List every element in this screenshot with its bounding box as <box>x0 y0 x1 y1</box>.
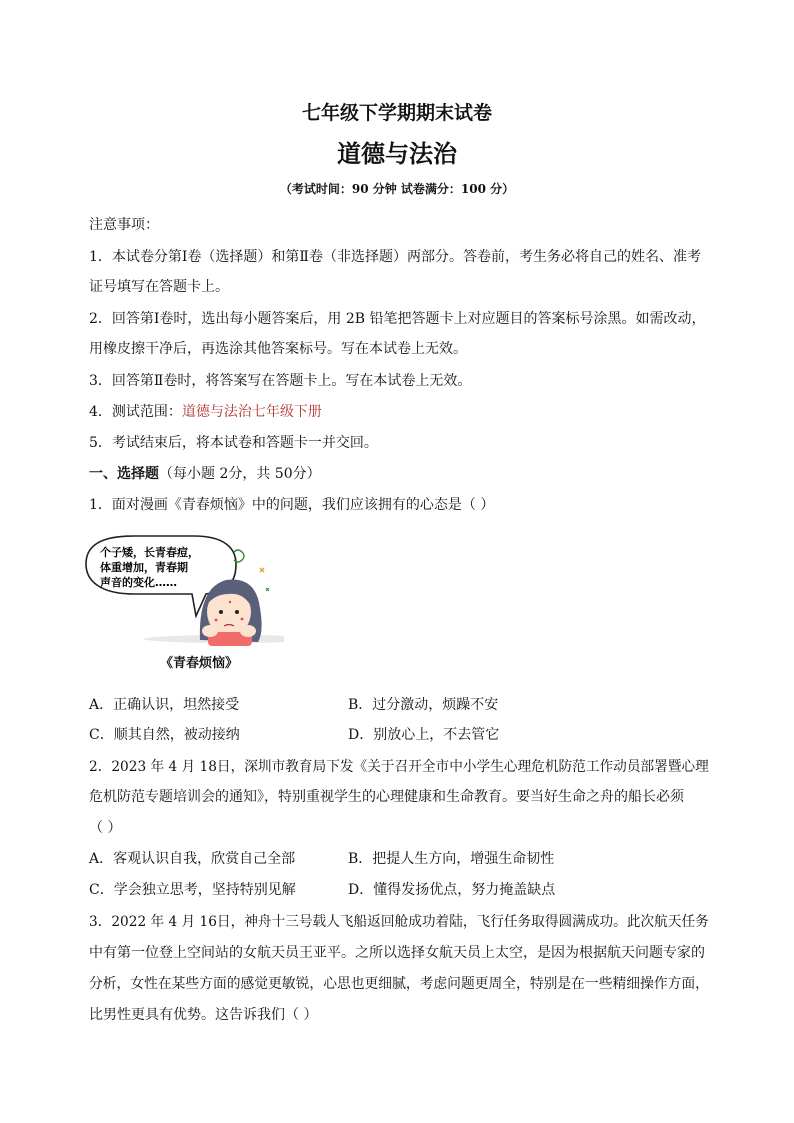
bubble-line-1: 个子矮，长青春痘， <box>100 546 199 559</box>
section-1-note: （每小题 2分，共 50分） <box>159 466 321 482</box>
bubble-line-3: 声音的变化…… <box>100 576 177 589</box>
note-4 <box>89 401 322 421</box>
note-2-line-1: 2．回答第Ⅰ卷时，选出每小题答案后，用 2B 铅笔把答题卡上对应题目的答案标号涂黑。如需改动， <box>89 311 706 327</box>
comic-caption: 《青春烦恼》 <box>160 656 239 671</box>
note-1-line-2: 证号填写在答题卡上。 <box>89 279 229 295</box>
question-3-stem-line-1: 3．2022 年 4 月 16日，神舟十三号载人飞船返回舱成功着陆，飞行任务取得圆满成功。此次航天任务 <box>89 914 709 930</box>
note-3: 3．回答第Ⅱ卷时，将答案写在答题卡上。写在本试卷上无效。 <box>89 373 472 389</box>
subject-title: 道德与法治 <box>337 140 457 168</box>
section-1-heading: 一、选择题 <box>89 466 159 482</box>
question-3-stem-line-3: 分析，女性在某些方面的感觉更敏锐，心思也更细腻，考虑问题更周全，特别是在一些精细操作方面， <box>89 976 709 992</box>
note-5: 5．考试结束后，将本试卷和答题卡一并交回。 <box>89 435 378 451</box>
question-2-stem-line-3: （ ） <box>89 820 122 836</box>
note-4-scope: 道德与法治七年级下册 <box>181 404 322 420</box>
exam-title: 七年级下学期期末试卷 <box>301 102 492 124</box>
question-2-option-c: C．学会独立思考，坚持特别见解 <box>89 882 296 898</box>
bubble-line-2: 体重增加，青春期 <box>100 561 188 574</box>
question-1-option-c: C．顺其自然，被动接纳 <box>89 727 240 743</box>
question-3-stem-line-2: 中有第一位登上空间站的女航天员王亚平。之所以选择女航天员上太空，是因为根据航天问题专家的 <box>89 945 705 961</box>
question-2-option-a: A．客观认识自我，欣赏自己全部 <box>89 851 296 867</box>
question-2-stem-line-1: 2．2023 年 4 月 18日，深圳市教育局下发《关于召开全市中小学生心理危机防范工作动员部署暨心理 <box>89 759 709 775</box>
note-2-line-2: 用橡皮擦干净后，再选涂其他答案标号。写在本试卷上无效。 <box>89 341 467 357</box>
question-2-stem-line-2: 危机防范专题培训会的通知》，特别重视学生的心理健康和生命教育。要当好生命之舟的船长必须 <box>89 789 684 805</box>
note-1-line-1: 1．本试卷分第Ⅰ卷（选择题）和第Ⅱ卷（非选择题）两部分。答卷前，考生务必将自己的姓名、准考 <box>89 249 701 265</box>
note-4-prefix: 4．测试范围： <box>89 404 182 420</box>
question-1-option-b: B．过分激动，烦躁不安 <box>348 697 499 713</box>
notes-heading: 注意事项： <box>89 217 159 233</box>
exam-info: （考试时间：90 分钟 试卷满分：100 分） <box>279 182 515 196</box>
question-1-option-a: A．正确认识，坦然接受 <box>89 697 240 713</box>
question-2-option-b: B．把提人生方向，增强生命韧性 <box>348 851 555 867</box>
question-1-option-d: D．别放心上，不去管它 <box>348 727 500 743</box>
question-1-stem: 1．面对漫画《青春烦恼》中的问题，我们应该拥有的心态是（ ） <box>89 497 495 513</box>
question-3-stem-line-4: 比男性更具有优势。这告诉我们（ ） <box>89 1007 318 1023</box>
question-2-option-d: D．懂得发扬优点，努力掩盖缺点 <box>348 882 556 898</box>
section-1-heading-row <box>89 463 321 483</box>
